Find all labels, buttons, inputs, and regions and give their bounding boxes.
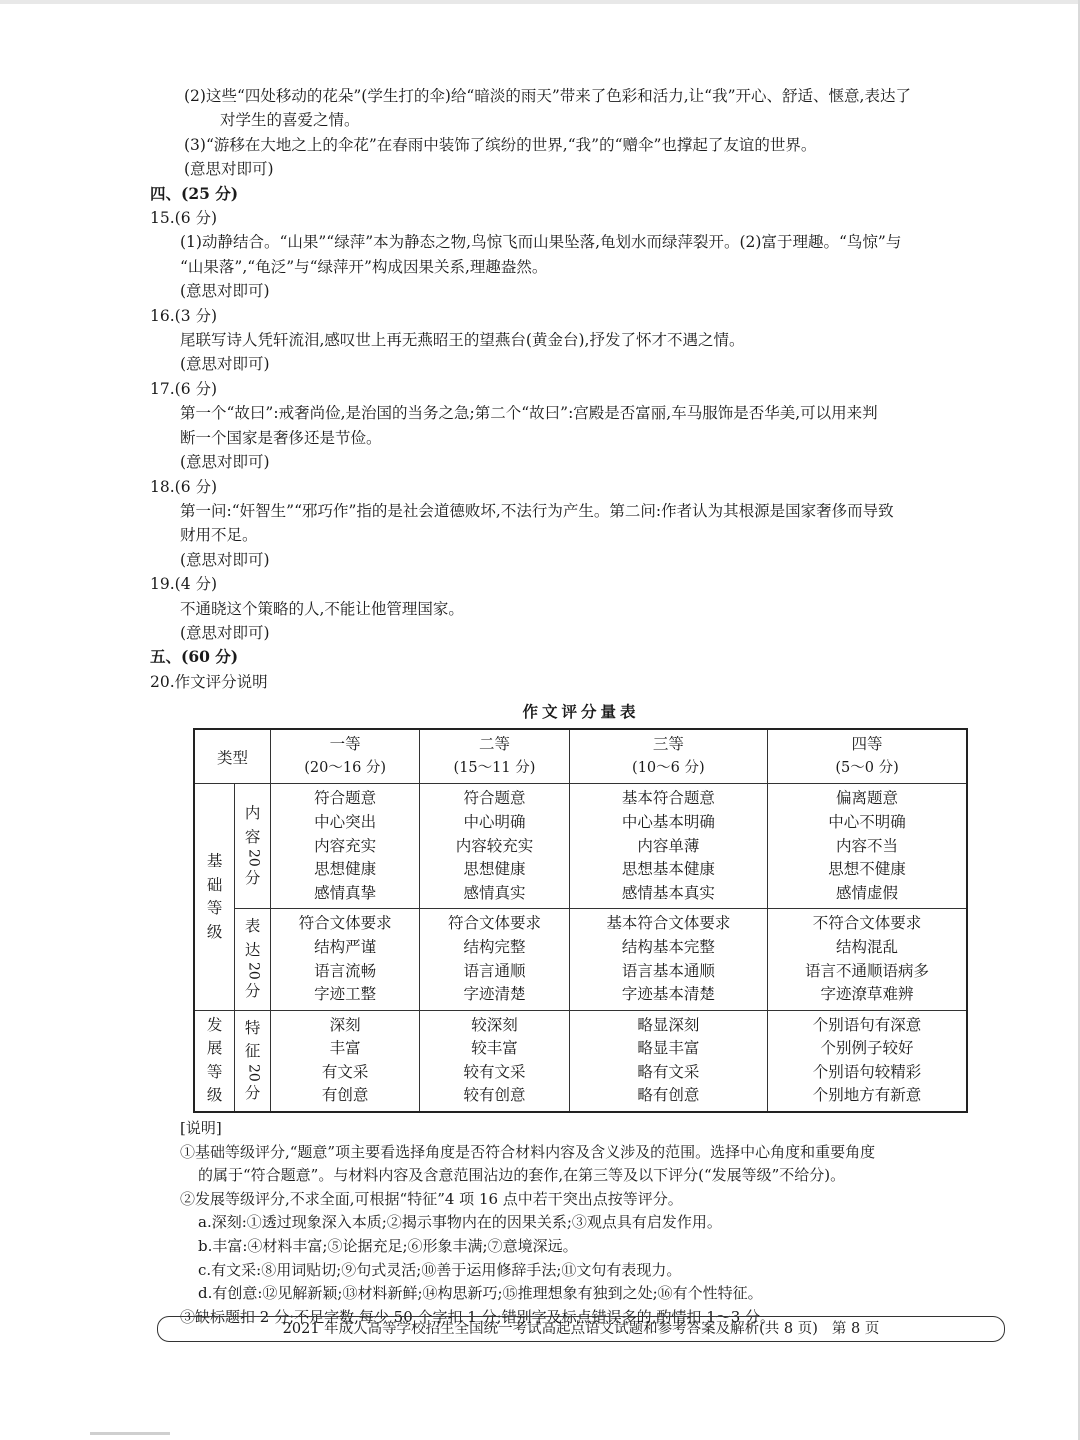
- label-char: 内: [244, 804, 261, 823]
- criterion: 语言不通顺语病多: [805, 961, 930, 980]
- criterion: 中心不明确: [828, 812, 906, 831]
- content-cell: [569, 784, 768, 909]
- expression-row: [194, 909, 967, 1010]
- criterion: 语言通顺: [463, 961, 526, 980]
- criterion: 偏离题意: [836, 789, 899, 808]
- grade-range: (20～16 分): [304, 759, 387, 776]
- feature-cell: [768, 1010, 967, 1112]
- answer-line: 断一个国家是奢侈还是节俭。: [180, 428, 382, 447]
- development-level-label: [194, 1010, 235, 1112]
- criterion: 内容较充实: [455, 836, 534, 855]
- grade-range: (5～0 分): [835, 759, 899, 776]
- basic-level-char: 础: [206, 875, 223, 894]
- criterion: 结构基本完整: [621, 937, 715, 956]
- criterion: 字迹基本清楚: [621, 985, 715, 1004]
- criterion: 丰富: [329, 1039, 361, 1058]
- criterion: 中心明确: [463, 812, 526, 831]
- development-level-text: [195, 1014, 234, 1108]
- label-char: 特: [244, 1018, 261, 1037]
- criterion: 基本符合题意: [621, 789, 715, 808]
- feature-cell: [420, 1010, 569, 1112]
- feature-cell: [271, 1010, 420, 1112]
- question-label-19: 19.(4 分): [150, 575, 218, 594]
- criterion: 中心基本明确: [621, 812, 715, 831]
- notes-section: [150, 1117, 1012, 1329]
- criterion: 略显丰富: [637, 1039, 700, 1058]
- criterion: 较有文采: [463, 1062, 526, 1081]
- label-char: 容: [244, 827, 261, 846]
- grade-name: 三等: [652, 735, 684, 754]
- criterion: 字迹清楚: [463, 985, 526, 1004]
- grade-range: (10～6 分): [632, 759, 705, 776]
- criterion: 语言基本通顺: [621, 961, 715, 980]
- note-line: 的属于“符合题意”。与材料内容及含意范围沾边的套作,在第三等及以下评分(“发展等级”不给分)。: [198, 1166, 846, 1185]
- grade-header: [420, 729, 569, 784]
- scoring-table: [193, 728, 968, 1113]
- criterion: 思想不健康: [828, 860, 906, 879]
- development-level-char: 等: [206, 1062, 223, 1081]
- grade-header: [569, 729, 768, 784]
- table-title: 作文评分量表: [522, 702, 640, 722]
- criterion: 语言流畅: [314, 961, 377, 980]
- footer-text: 2021 年成人高等学校招生全国统一考试高起点语文试题和参考答案及解析(共 8 页): [282, 1321, 818, 1337]
- feature-score: 20: [245, 1063, 262, 1082]
- note-item: b.丰富:④材料丰富;⑤论据充足;⑥形象丰满;⑦意境深远。: [198, 1237, 578, 1256]
- section-heading-4: 四、(25 分): [150, 183, 239, 203]
- criterion: 不符合文体要求: [812, 914, 922, 933]
- criterion: 感情真挚: [314, 883, 377, 902]
- basic-level-char: 等: [206, 899, 223, 918]
- answer-line: 尾联写诗人凭轩流泪,感叹世上再无燕昭王的望燕台(黄金台),抒发了怀才不遇之情。: [180, 331, 745, 350]
- criterion: 略显深刻: [637, 1015, 700, 1034]
- feature-label: [235, 1010, 271, 1112]
- expression-cell: [420, 909, 569, 1010]
- criterion: 结构完整: [463, 937, 526, 956]
- criterion: 感情基本真实: [621, 883, 715, 902]
- question-label-17: 17.(6 分): [150, 379, 218, 398]
- feature-label-text: [245, 1017, 261, 1064]
- note-item: d.有创意:⑫见解新颖;⑬材料新鲜;⑭构思新巧;⑮推理想象有独到之处;⑯有个性特征。: [198, 1284, 763, 1303]
- criterion: 个别语句较精彩: [812, 1062, 922, 1081]
- answer-note: (意思对即可): [184, 160, 274, 179]
- criterion: 个别例子较好: [820, 1039, 914, 1058]
- answer-line: 第一个“故曰”:戒奢尚俭,是治国的当务之急;第二个“故曰”:宫殿是否富丽,车马服饰是否华美,可以用来判: [180, 404, 878, 423]
- content-cell: [420, 784, 569, 909]
- basic-level-label: [194, 784, 235, 1010]
- criterion: 感情虚假: [836, 883, 899, 902]
- expression-label-text: [245, 915, 261, 962]
- criterion: 略有文采: [637, 1062, 700, 1081]
- expression-cell: [768, 909, 967, 1010]
- development-level-char: 级: [206, 1086, 223, 1105]
- grade-header: [271, 729, 420, 784]
- answer-line: (3)“游移在大地之上的伞花”在春雨中装饰了缤纷的世界,“我”的“赠伞”也撑起了友谊的世界。: [184, 135, 817, 154]
- basic-level-char: 基: [206, 852, 223, 871]
- type-header: [194, 729, 271, 784]
- criterion: 字迹潦草难辨: [820, 985, 914, 1004]
- answer-note: (意思对即可): [180, 355, 270, 374]
- label-char: 表: [244, 917, 261, 936]
- answer-line: 对学生的喜爱之情。: [220, 111, 360, 130]
- answer-line: 财用不足。: [180, 526, 258, 545]
- feature-cell: [569, 1010, 768, 1112]
- criterion: 符合文体要求: [298, 914, 392, 933]
- development-level-char: 发: [206, 1015, 223, 1034]
- note-line: ①基础等级评分,“题意”项主要看选择角度是否符合材料内容及含义涉及的范围。选择中心角度和重要角度: [180, 1142, 876, 1161]
- note-item: a.深刻:①透过现象深入本质;②揭示事物内在的因果关系;③观点具有启发作用。: [198, 1213, 722, 1232]
- page-number: 第 8 页: [831, 1321, 880, 1337]
- table-header-row: [194, 729, 967, 784]
- criterion: 深刻: [329, 1015, 361, 1034]
- scan-edge: [0, 0, 1080, 4]
- grade-range: (15～11 分): [453, 759, 536, 776]
- type-label: 类型: [216, 748, 248, 767]
- development-row: [194, 1010, 967, 1112]
- criterion: 个别语句有深意: [812, 1015, 922, 1034]
- answer-note: (意思对即可): [180, 550, 270, 569]
- expression-label: [235, 909, 271, 1010]
- grade-name: 四等: [851, 735, 883, 754]
- answer-line: (2)这些“四处移动的花朵”(学生打的伞)给“暗淡的雨天”带来了色彩和活力,让“我”开心、舒适、惬意,表达了: [184, 87, 911, 105]
- page-content: [150, 84, 1012, 1329]
- criterion: 思想基本健康: [621, 860, 715, 879]
- note-line: ②发展等级评分,不求全面,可根据“特征”4 项 16 点中若干突出点按等评分。: [180, 1189, 683, 1208]
- criterion: 思想健康: [314, 860, 377, 879]
- criterion: 内容充实: [314, 836, 377, 855]
- content-cell: [768, 784, 967, 909]
- criterion: 略有创意: [637, 1086, 700, 1105]
- label-char: 达: [244, 940, 261, 959]
- question-label-18: 18.(6 分): [150, 477, 218, 496]
- section-heading-5: 五、(60 分): [150, 647, 239, 667]
- basic-level-text: [195, 850, 234, 944]
- criterion: 结构严谨: [314, 937, 377, 956]
- criterion: 内容不当: [836, 836, 899, 855]
- criterion: 个别地方有新意: [812, 1086, 922, 1105]
- label-char: 征: [244, 1042, 261, 1061]
- expression-cell: [271, 909, 420, 1010]
- criterion: 字迹工整: [314, 985, 377, 1004]
- expression-score: 20: [245, 962, 262, 981]
- criterion: 思想健康: [463, 860, 526, 879]
- criterion: 感情真实: [463, 883, 526, 902]
- content-label-text: [245, 802, 261, 849]
- criterion: 中心突出: [314, 812, 377, 831]
- answer-line: (1)动静结合。“山果”“绿萍”本为静态之物,鸟惊飞而山果坠落,龟划水而绿萍裂开。(2)富于理趣。“鸟惊”与: [180, 233, 902, 252]
- grade-name: 二等: [478, 735, 510, 754]
- criterion: 有文采: [321, 1062, 369, 1081]
- page-footer: [157, 1316, 1005, 1342]
- criterion: 较有创意: [463, 1086, 526, 1105]
- criterion: 结构混乱: [836, 937, 899, 956]
- note-line: ③缺标题扣 2 分;不足字数,每少 50 个字扣 1 分;错别字及标点错误多的,酌情扣 1～3 分。: [180, 1307, 776, 1326]
- grade-header: [768, 729, 967, 784]
- criterion: 有创意: [321, 1086, 369, 1105]
- answer-note: (意思对即可): [180, 623, 270, 642]
- answer-line: 第一问:“奸智生”“邪巧作”指的是社会道德败坏,不法行为产生。第二问:作者认为其根源是国家奢侈而导致: [180, 501, 894, 520]
- content-label: [235, 784, 271, 909]
- answer-note: (意思对即可): [180, 453, 270, 472]
- notes-heading: [说明]: [180, 1119, 222, 1138]
- answer-line: 不通晓这个策略的人,不能让他管理国家。: [180, 599, 464, 618]
- content-row: [194, 784, 967, 909]
- expression-cell: [569, 909, 768, 1010]
- feature-unit: 分: [244, 1083, 261, 1102]
- answer-line: “山果落”,“龟泛”与“绿萍开”构成因果关系,理趣盎然。: [180, 257, 548, 276]
- scan-mark: [90, 1432, 170, 1435]
- content-score: 20: [245, 849, 262, 867]
- criterion: 符合题意: [463, 789, 526, 808]
- criterion: 内容单薄: [637, 836, 700, 855]
- question-label-20: 20.作文评分说明: [150, 672, 268, 691]
- note-item: c.有文采:⑧用词贴切;⑨句式灵活;⑩善于运用修辞手法;⑪文句有表现力。: [198, 1260, 682, 1279]
- grade-name: 一等: [329, 735, 361, 754]
- criterion: 基本符合文体要求: [606, 914, 731, 933]
- criterion: 符合题意: [314, 789, 377, 808]
- criterion: 较丰富: [471, 1039, 518, 1058]
- question-label-15: 15.(6 分): [150, 209, 218, 228]
- answer-note: (意思对即可): [180, 282, 270, 301]
- criterion: 符合文体要求: [447, 914, 541, 933]
- criterion: 较深刻: [471, 1015, 518, 1034]
- question-label-16: 16.(3 分): [150, 306, 218, 325]
- content-cell: [271, 784, 420, 909]
- development-level-char: 展: [206, 1039, 223, 1058]
- content-unit: 分: [244, 868, 261, 887]
- expression-unit: 分: [244, 982, 261, 1001]
- basic-level-char: 级: [206, 922, 223, 941]
